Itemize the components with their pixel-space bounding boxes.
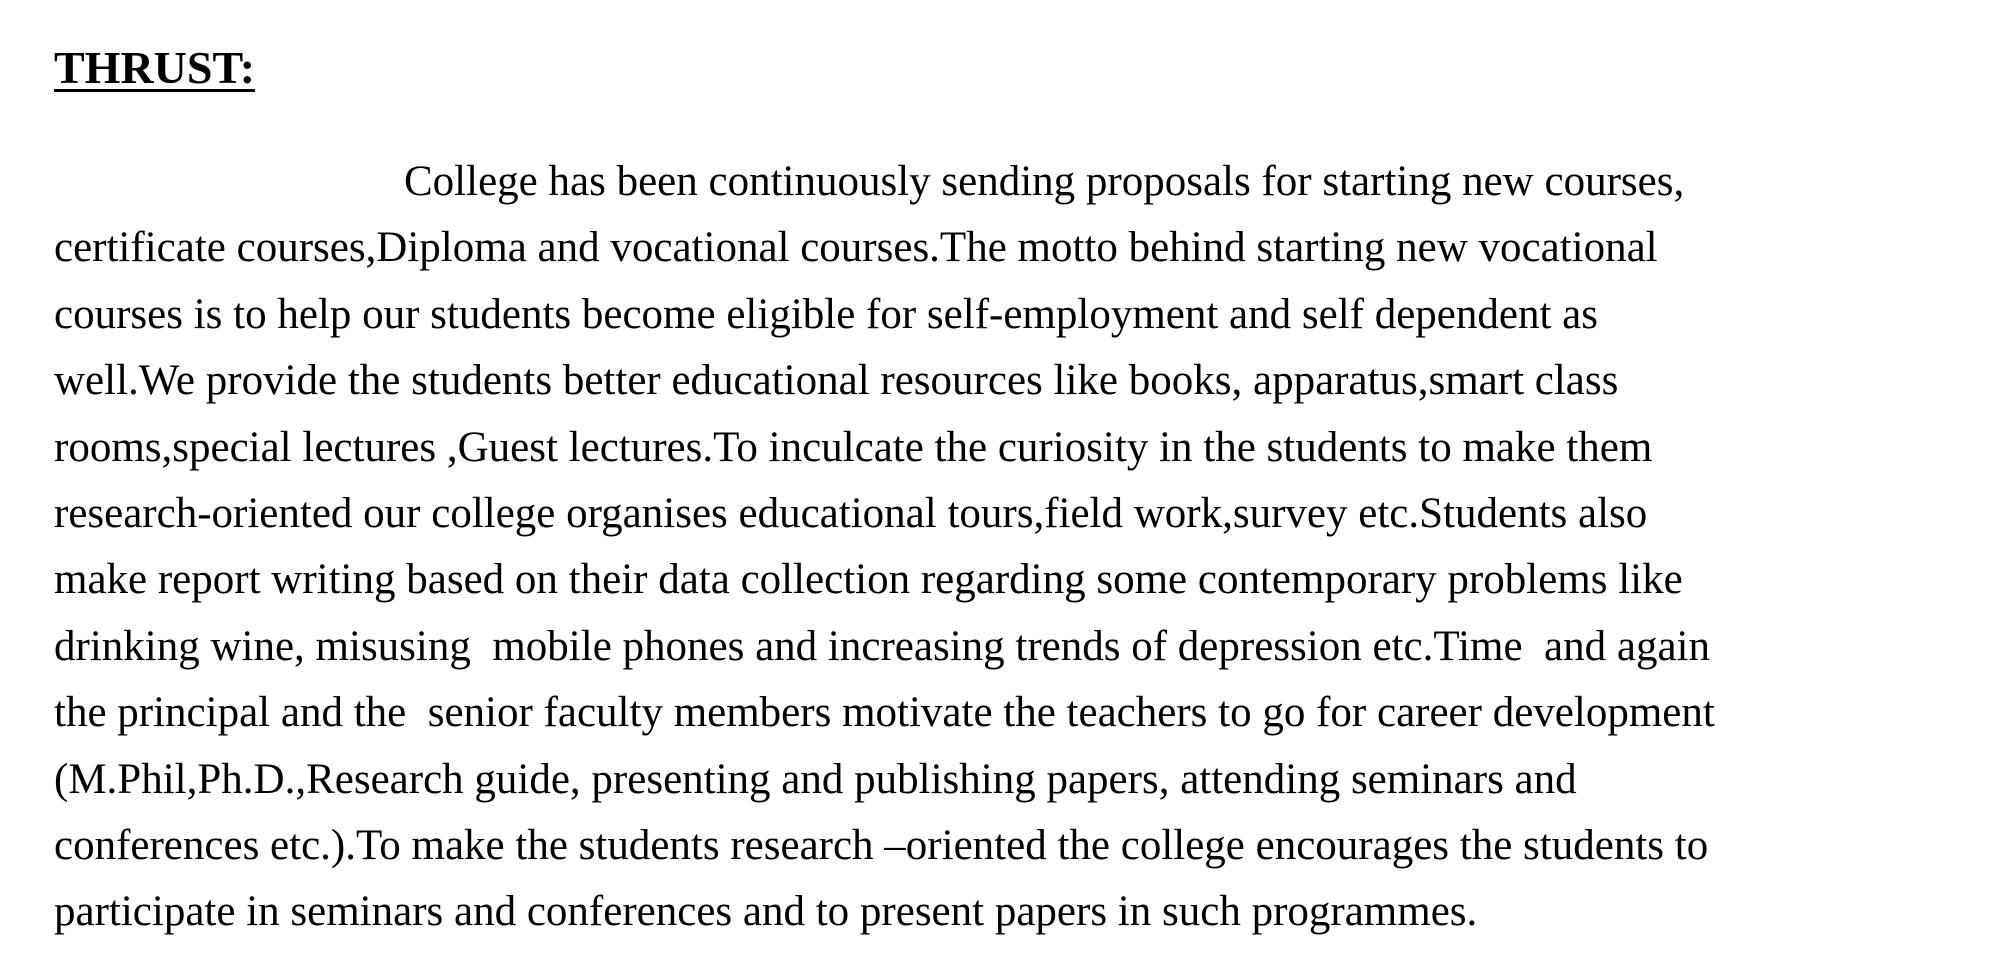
paragraph-line: certificate courses,Diploma and vocational courses.The motto behind starting new vocational [54, 224, 1658, 272]
section-heading: THRUST: [54, 42, 256, 93]
paragraph-line: rooms,special lectures ,Guest lectures.To inculcate the curiosity in the students to make them [54, 423, 1653, 471]
paragraph-line: (M.Phil,Ph.D.,Research guide, presenting and publishing papers, attending seminars and [54, 755, 1577, 803]
paragraph-line: research-oriented our college organises educational tours,field work,survey etc.Students also [54, 490, 1648, 538]
paragraph-line: make report writing based on their data collection regarding some contemporary problems like [54, 556, 1683, 604]
paragraph-line: well.We provide the students better educational resources like books, apparatus,smart class [54, 357, 1619, 405]
paragraph-line: the principal and the senior faculty members motivate the teachers to go for career development [54, 689, 1715, 737]
paragraph-line: drinking wine, misusing mobile phones and increasing trends of depression etc.Time and again [54, 622, 1711, 670]
paragraph-line: participate in seminars and conferences and to present papers in such programmes. [54, 888, 1478, 936]
thrust-paragraph [54, 149, 2009, 946]
paragraph-line: College has been continuously sending proposals for starting new courses, [404, 158, 1685, 205]
paragraph-line: conferences etc.).To make the students research –oriented the college encourages the students to [54, 822, 1709, 870]
paragraph-line: courses is to help our students become eligible for self-employment and self dependent as [54, 290, 1598, 338]
